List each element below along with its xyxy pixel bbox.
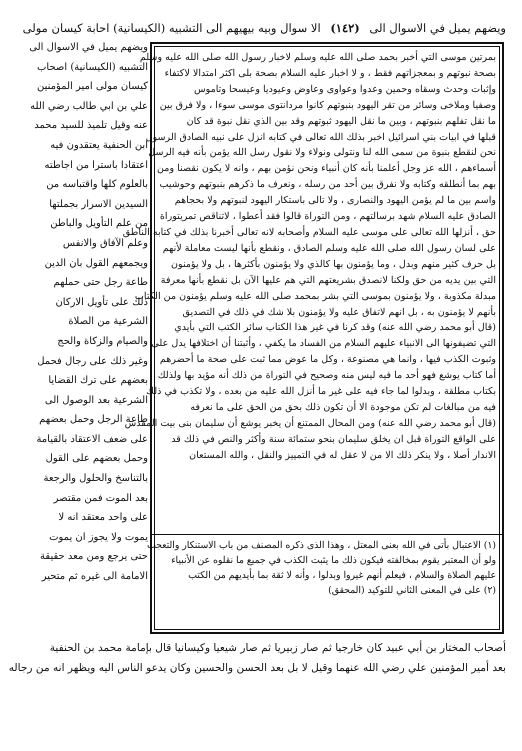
main-text-line: فيه من مبالغات لم تكن موجودة الا أن تكون ذلك بحق من الحق على ما نعرفه [190, 401, 496, 413]
margin-line: اعتقادا باسترا من اجاطته [44, 159, 148, 171]
margin-line: ويضهم يميل في الاسوال الى [29, 42, 148, 53]
margin-line: ذلك على تأويل الاركان [55, 296, 148, 308]
bottom-commentary [8, 638, 506, 718]
footnote-line: (٢) على في المعنى الثاني للتوكيد (المحقق) [328, 585, 496, 596]
margin-line: الشرعية بعد الوصول الى [44, 394, 148, 406]
main-text-line: أما كتاب يوشع فهو أحد ما فيه ليس منه وصحيح في التوراة من ذلك أنه مؤيد بها ولذلك [157, 370, 496, 382]
margin-line: على واحد معتقد انه لا [58, 512, 148, 524]
main-text-line: (قال أبو محمد رضي الله عنه) وقد كرنا في غير هذا الكتاب سائر الكتب التي بأيدي [174, 322, 496, 334]
margin-line: السيدين الاسرار بجملتها [49, 198, 148, 210]
margin-line: يموت ولا يجوز ان يموت [49, 531, 148, 543]
main-text-line: وصفيا وملاخى وسائر من تقر اليهود بنبوتهم كانوا مردانتوى موسى سوءا ، ولا فرق بين [159, 99, 496, 111]
main-text-line: بكتاب مطلقة ، وبدلوا لما جاء فيه على غير ما أنزل الله عليه من بعده ، ولا تكذب في ذلك [146, 386, 496, 398]
main-text-line: التي تضيفونها الى الانبياء عليهم السلام من الفساد ما يكفي ، وأثبتنا أن اختلافها يدل على [151, 338, 496, 350]
margin-line: طاعة رجل حتى حملهم [53, 277, 148, 289]
page-number: (١٤٢) [330, 21, 360, 35]
margin-line: عنه وقيل تلميذ للسيد محمد [34, 120, 148, 132]
main-text-line: بل حرف كثير منهم وبدل ، وما يؤمنون بها كالذي ولا يؤمنون بأكثرها ، بل ولا يؤمنون [170, 258, 496, 270]
main-text-line: مبدلة مكذوبة ، ولا يؤمنون بموسى التي بشر بمحمد صلى الله عليه وسلم يؤمنون من الكتاب [134, 290, 496, 302]
margin-line: ويجمعهم القول بان الدين [44, 257, 148, 269]
main-text-line: الصادق عليه السلام شهد برسالتهم ، ومن التوراة قالوا فقد أعطوا ، لاتناقص تمريتوراة [159, 211, 496, 223]
main-text-line: الاندار أصلا ، ولا ينكر ذلك الا من لا عقل له في التمييز والنقل ، والله المستعان [189, 449, 496, 461]
margin-line: وغير ذلك على رجال فحمل [37, 355, 148, 367]
margin-line: التشبيه (الكيسانية) اصحاب [36, 61, 148, 73]
main-text-line: بمرتين موسى التي أخبر بحمد صلى الله عليه وسلم لاخبار رسول الله صلى الله عليه وسلم [139, 52, 496, 63]
main-text-line: بأنهم لا يؤمنون به ، بل انهم لاتفاق عليه ولا يؤمنون بلا شك في ذلك في التصديق [182, 306, 496, 318]
main-text-line: نحن لنقطع بنبوة من سمى الله لنا ونتولى ونولاء ولا نقول رسل الله يؤمن بأنه فيه الرسل [148, 147, 496, 159]
footnote-line: عليهم الصلاة والسلام ، فيعلم أنهم غيروا وبدلوا ، وأنه لا ثقة بما بأيديهم من الكتب [188, 570, 496, 581]
margin-line: وحمل بعضهم على القول [45, 453, 148, 465]
footnote-divider [150, 534, 504, 535]
main-text-block [122, 50, 496, 532]
margin-line: حتى يرجع ومن معد حقيقة [40, 551, 148, 563]
main-text-line: وإثبات وحدث وسقاه وحمين وعدوا وعواوى وعاوض وعيوديا وعيسحا وتاموس [193, 83, 496, 95]
header-left-text: ويضهم يميل في الاسوال الى [369, 21, 506, 35]
margin-line: من علم التأويل والباطن [50, 218, 148, 230]
main-text-line: ما نقل تفلهم بنبوتهم ، وبين ما نقل اليهود ثبوتهم وقد بين الذي نقل نبوة قد كان [186, 115, 496, 127]
bottom-line: بعد أمير المؤمنين علي رضي الله عنهما وقيل لا بل بعد الحسن والحسين وكان يدعو الناس اليه ويظهر انه من رجاله [8, 662, 506, 674]
main-text-line: التي بين يديه من حق ولكنا لانصدق بشريعتهم التي هم عليها الآن بل نقطع بأنها معرفة [160, 274, 496, 286]
margin-line: الامامة الى غيره ثم متحير [41, 571, 148, 583]
running-header [22, 18, 506, 38]
footnote-line: ولو أن المعتبر يقوم بمخالفته فيكون ذلك ما يثبت الكذب في جميع ما نقلوه عن الأنبياء [171, 555, 496, 566]
main-text-line: أسماءهم ، الله عز وجل أعلمنا بأنه كان أنبياء ونحن نؤمن بهم ، وانه لا يكون نقصنا ومن [157, 163, 496, 175]
main-text-line: (قال أبو محمد رضي الله عنه) ومن المحال الممتنع أن يخبر يوشع أن سليمان بنى بيت المقدس [124, 417, 496, 429]
header-title: الا سوال وبيه بيهيهم الى التشبيه (الكيسانية) احابة كيسان مولى [22, 21, 321, 35]
main-text-line: على الواقع التوراة قبل ان يخلق سليمان بنحو ستمائة سنة وأكثر والنص في ذلك قد [171, 433, 496, 445]
margin-line: بالعلوم كلها واقتباسه من [46, 179, 148, 191]
main-text-line: حق ، أنزلها الله تعالى على موسى عليه السلام وأصحابه لانه تعالى أخبرنا بذلك في كتابه الناطق [122, 226, 496, 238]
margin-line: الشرعية من الصلاة [68, 316, 148, 328]
margin-line: والصيام والزكاة والحج [57, 335, 148, 347]
main-text-line: بصحة نبوتهم و بمعجزاتهم فقط ، و لا اخبار عليه السلام بصحة بلى اكثر امتدالا لاكتفاء [164, 67, 496, 79]
margin-line: كيسان مولى امير المؤمنين [37, 81, 148, 93]
main-text-line: وثبوت الكذب فيها ، وانما هي مصنوعة ، وكل ما عوض مما ثبت على صحة ما أحضرهم [159, 354, 496, 366]
main-text-line: قبلها في ابيات بني اسرائيل اخبر بذلك الله تعالى في كتابه انزل على نبيه الصادق الرسول [145, 131, 496, 143]
footnotes-block [147, 538, 496, 630]
main-text-line: بهم بما أنطلقه وكتابه ولا نفرق بين أحد من رسله ، ونعرف ما ذكرهم بنبوتهم وحوشيب [159, 179, 496, 191]
margin-line: بعد الموت فمن مقتصر [53, 492, 148, 504]
margin-line: وعلم الآفاق والانفس [62, 237, 148, 249]
margin-line: بعضهم على ترك القضايا [48, 375, 148, 387]
footnote-line: (١) الاعتبال بأتى في الله بعنى المعتل ، وهذا الذى ذكره المصنف من باب الاستنكار والتعجب [147, 540, 496, 551]
margin-line: ابن الحنفية يعتقدون فيه [50, 139, 148, 151]
main-text-line: واسم بين ما لم يؤمن اليهود والنصارى ، ولا تالى باستكار اليهود لنبوتهم ولا بحجاهم [174, 195, 496, 207]
marginal-commentary [20, 38, 148, 636]
margin-line: طاعة الرجل وحمل بعضهم [39, 414, 148, 426]
margin-line: بالتناسخ والحلول والرجعة [43, 473, 148, 485]
bottom-line: أصحاب المختار بن أبي عبيد كان خارجيا ثم صار زبيريا ثم صار شيعيا وكيسانيا قال بإمامة محمد بن الحنفية [49, 642, 506, 654]
margin-line: على ضعف الاعتقاد بالقيامة [36, 433, 148, 445]
margin-line: علي بن ابي طالب رضي الله [30, 100, 148, 112]
main-text-line: على لسان رسول الله صلى الله عليه وسلم الصادق ، ونقطع بأنها ليست معاملة لأنهم [162, 242, 496, 254]
